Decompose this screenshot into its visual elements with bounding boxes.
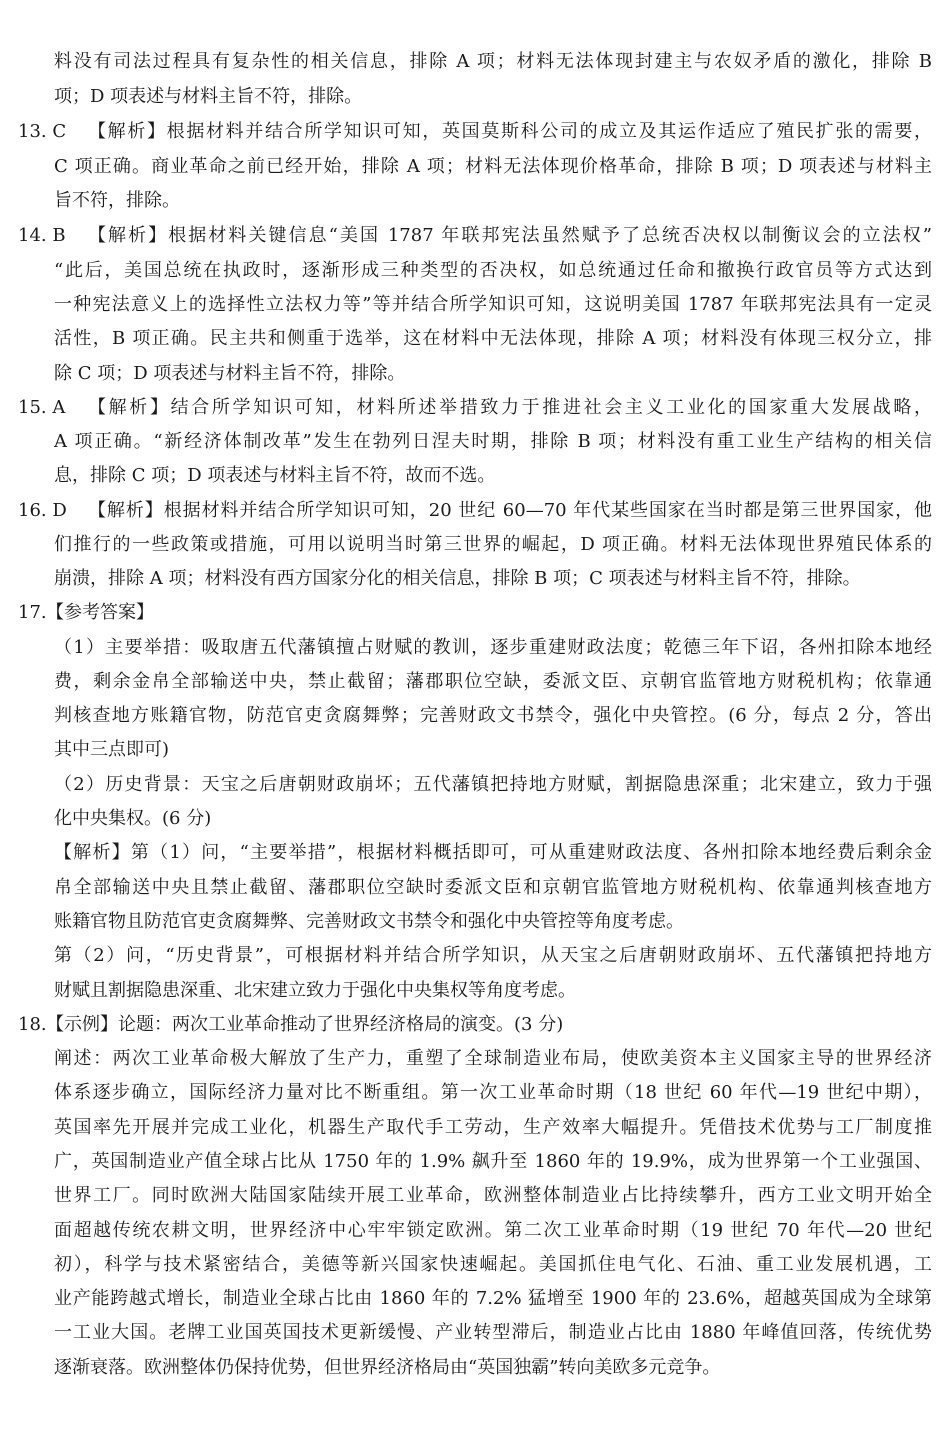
text-line: （1）主要举措：吸取唐五代藩镇擅占财赋的教训，逐步重建财政法度；乾德三年下诏，各州扣除本地经 [54, 637, 932, 658]
text-line: 们推行的一些政策或措施，可用以说明当时第三世界的崛起，D 项正确。材料无法体现世界殖民体系的 [54, 534, 932, 555]
text-line: 英国率先开展并完成工业化，机器生产取代手工劳动，生产效率大幅提升。凭借技术优势与工厂制度推 [54, 1117, 932, 1138]
text-line: 料没有司法过程具有复杂性的相关信息，排除 A 项；材料无法体现封建主与农奴矛盾的激化，排除 B [54, 51, 932, 72]
text-line: 【解析】根据材料并结合所学知识可知，英国莫斯科公司的成立及其运作适应了殖民扩张的需要， [88, 121, 932, 142]
text-line: 【解析】结合所学知识可知，材料所述举措致力于推进社会主义工业化的国家重大发展战略， [88, 397, 932, 418]
text-line: 逐渐衰落。欧洲整体仍保持优势，但世界经济格局由“英国独霸”转向美欧多元竞争。 [54, 1357, 721, 1378]
text-line: C 项正确。商业革命之前已经开始，排除 A 项；材料无法体现价格革命，排除 B 项；D 项表述与材料主 [54, 156, 932, 177]
question-number-18: 18. [18, 1014, 47, 1035]
text-line: 其中三点即可) [54, 739, 170, 760]
section-heading: 【示例】论题：两次工业革命推动了世界经济格局的演变。(3 分) [46, 1014, 564, 1035]
text-line: 除 C 项；D 项表述与材料主旨不符，排除。 [54, 363, 406, 384]
text-line: 【解析】第（1）问，“主要举措”，根据材料概括即可，可从重建财政法度、各州扣除本地经费后剩余金 [54, 842, 932, 863]
text-line: 活性，B 项正确。民主共和侧重于选举，这在材料中无法体现，排除 A 项；材料没有体现三权分立，排 [54, 328, 932, 349]
text-line: 世界工厂。同时欧洲大陆国家陆续开展工业革命，欧洲整体制造业占比持续攀升，西方工业文明开始全 [54, 1185, 932, 1206]
text-line: 一工业大国。老牌工业国英国技术更新缓慢、产业转型滞后，制造业占比由 1880 年峰值回落，传统优势 [54, 1322, 932, 1343]
text-line: 第（2）问，“历史背景”，可根据材料并结合所学知识，从天宝之后唐朝财政崩坏、五代藩镇把持地方 [54, 945, 932, 966]
text-line: 面超越传统农耕文明，世界经济中心牢牢锁定欧洲。第二次工业革命时期（19 世纪 70 年代—20 世纪 [54, 1220, 932, 1241]
text-line: 【解析】根据材料并结合所学知识可知，20 世纪 60—70 年代某些国家在当时都是第三世界国家，他 [88, 500, 932, 521]
text-line: 体系逐步确立，国际经济力量对比不断重组。第一次工业革命时期（18 世纪 60 年代—19 世纪中期）， [54, 1082, 932, 1103]
question-number-15: 15. A [18, 397, 66, 418]
text-line: 费，剩余金帛全部输送中央，禁止截留；藩郡职位空缺，委派文臣、京朝官监管地方财税机构；依靠通 [54, 671, 932, 692]
text-line: （2）历史背景：天宝之后唐朝财政崩坏；五代藩镇把持地方财赋，割据隐患深重；北宋建立，致力于强 [54, 774, 932, 795]
question-number-13: 13. C [18, 121, 67, 142]
text-line: 帛全部输送中央且禁止截留、藩郡职位空缺时委派文臣和京朝官监管地方财税机构、依靠通判核查地方 [54, 877, 932, 898]
question-number-17: 17. [18, 602, 47, 623]
text-line: 息，排除 C 项；D 项表述与材料主旨不符，故而不选。 [54, 465, 496, 486]
text-line: 一种宪法意义上的选择性立法权力等”等并结合所学知识可知，这说明美国 1787 年联邦宪法具有一定灵 [54, 294, 932, 315]
text-line: 业产能跨越式增长，制造业全球占比由 1860 年的 7.2% 猛增至 1900 年的 23.6%，超越英国成为全球第 [54, 1288, 932, 1309]
text-line: 财赋且割据隐患深重、北宋建立致力于强化中央集权等角度考虑。 [54, 980, 576, 1001]
text-line: 旨不符，排除。 [54, 190, 180, 211]
text-line: 广，英国制造业产值全球占比从 1750 年的 1.9% 飙升至 1860 年的 19.9%，成为世界第一个工业强国、 [54, 1151, 932, 1172]
text-line: 崩溃，排除 A 项；材料没有西方国家分化的相关信息，排除 B 项；C 项表述与材料主旨不符，排除。 [54, 568, 861, 589]
section-heading: 【参考答案】 [46, 602, 154, 623]
text-line: “此后，美国总统在执政时，逐渐形成三种类型的否决权，如总统通过任命和撤换行政官员等方式达到 [54, 260, 932, 281]
text-line: A 项正确。“新经济体制改革”发生在勃列日涅夫时期，排除 B 项；材料没有重工业生产结构的相关信 [54, 431, 932, 452]
question-number-16: 16. D [18, 500, 67, 521]
text-line: 阐述：两次工业革命极大解放了生产力，重塑了全球制造业布局，使欧美资本主义国家主导的世界经济 [54, 1048, 932, 1069]
text-line: 项；D 项表述与材料主旨不符，排除。 [54, 86, 363, 107]
text-line: 初），科学与技术紧密结合，美德等新兴国家快速崛起。美国抓住电气化、石油、重工业发展机遇，工 [54, 1254, 932, 1275]
question-number-14: 14. B [18, 225, 66, 246]
text-line: 账籍官物且防范官吏贪腐舞弊、完善财政文书禁令和强化中央管控等角度考虑。 [54, 911, 684, 932]
text-line: 判核查地方账籍官物，防范官吏贪腐舞弊；完善财政文书禁令，强化中央管控。(6 分，每点 2 分，答出 [54, 705, 932, 726]
text-line: 化中央集权。(6 分) [54, 808, 212, 829]
text-line: 【解析】根据材料关键信息“美国 1787 年联邦宪法虽然赋予了总统否决权以制衡议会的立法权” [88, 225, 932, 246]
